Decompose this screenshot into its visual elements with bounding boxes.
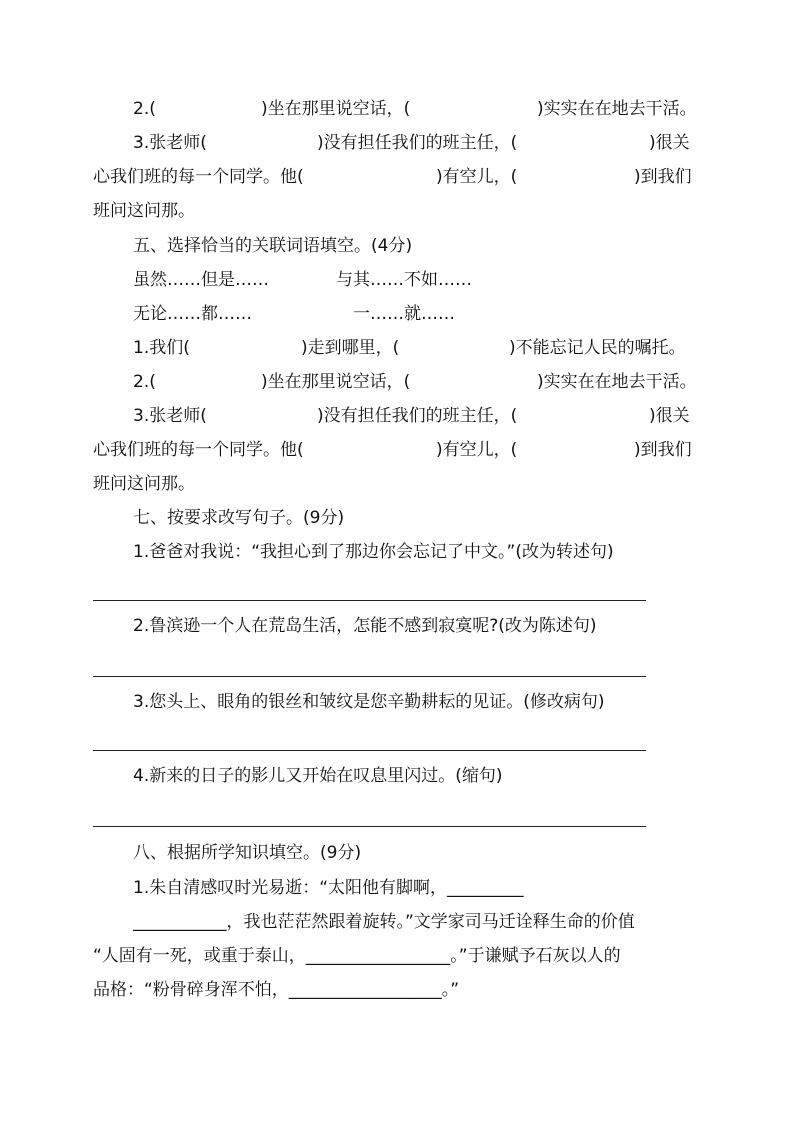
option-row-2 — [133, 301, 743, 327]
rewrite-question-4: 4.新来的日子的影儿又开始在叹息里闪过。(缩句) — [133, 766, 503, 786]
section-8-heading: 八、根据所学知识填空。(9分) — [133, 843, 362, 863]
blank-middle: )没有担任我们的班主任，( — [317, 406, 518, 426]
blank-suffix: )实实在在地去干活。 — [537, 99, 697, 119]
fill-line-3: “人固有一死，或重于泰山，_________________。”于谦赋予石灰以人的 — [93, 946, 621, 966]
fill-line-4: 品格：“粉骨碎身浑不怕，__________________。” — [93, 980, 460, 1000]
sentence-3-cont — [93, 437, 703, 463]
blank-prefix: 1.我们( — [133, 338, 190, 358]
option-3: 无论……都…… — [133, 304, 252, 324]
blank-prefix: 3.张老师( — [133, 133, 207, 153]
blank-middle: )走到哪里，( — [301, 338, 400, 358]
sentence-3-top — [133, 130, 743, 156]
rewrite-question-1: 1.爸爸对我说：“我担心到了那边你会忘记了中文。”(改为转述句) — [133, 542, 614, 562]
sentence-1 — [133, 335, 743, 361]
option-row-1 — [133, 267, 743, 293]
sentence-2-top — [133, 96, 743, 122]
section-5-heading: 五、选择恰当的关联词语填空。(4分) — [133, 236, 413, 256]
answer-line-1[interactable] — [93, 600, 646, 601]
rewrite-question-3: 3.您头上、眼角的银丝和皱纹是您辛勤耕耘的见证。(修改病句) — [133, 692, 605, 712]
sentence-3 — [133, 403, 743, 429]
fill-line-1: 1.朱自清感叹时光易逝：“太阳他有脚啊，_________ — [133, 878, 524, 898]
answer-line-4[interactable] — [93, 826, 646, 827]
blank-suffix: )很关 — [649, 406, 690, 426]
sentence-2 — [133, 369, 743, 395]
blank-suffix: )很关 — [649, 133, 690, 153]
option-4: 一……就…… — [353, 304, 455, 324]
blank-suffix: )到我们 — [634, 167, 692, 187]
sentence-3-top-cont — [93, 164, 703, 190]
fill-line-2: ___________，我也茫茫然跟着旋转。”文学家司马迁诠释生命的价值 — [133, 912, 635, 932]
section-7-heading: 七、按要求改写句子。(9分) — [133, 508, 345, 528]
option-1: 虽然……但是…… — [133, 270, 269, 290]
rewrite-question-2: 2.鲁滨逊一个人在荒岛生活，怎能不感到寂寞呢?(改为陈述句) — [133, 616, 597, 636]
blank-middle: )没有担任我们的班主任，( — [317, 133, 518, 153]
sentence-3-end: 班问这问那。 — [93, 474, 195, 494]
blank-middle: )坐在那里说空话，( — [261, 372, 411, 392]
blank-suffix: )不能忘记人民的嘱托。 — [509, 338, 686, 358]
blank-suffix: )到我们 — [634, 440, 692, 460]
sentence-3-top-end: 班问这问那。 — [93, 201, 195, 221]
blank-middle: )有空儿，( — [436, 167, 518, 187]
option-2: 与其……不如…… — [336, 270, 472, 290]
answer-line-3[interactable] — [93, 750, 646, 751]
blank-suffix: )实实在在地去干活。 — [537, 372, 697, 392]
answer-line-2[interactable] — [93, 676, 646, 677]
blank-prefix: 心我们班的每一个同学。他( — [93, 167, 304, 187]
blank-prefix: 2.( — [133, 372, 156, 392]
blank-prefix: 3.张老师( — [133, 406, 207, 426]
blank-middle: )有空儿，( — [436, 440, 518, 460]
blank-prefix: 2.( — [133, 99, 156, 119]
blank-middle: )坐在那里说空话，( — [261, 99, 411, 119]
blank-prefix: 心我们班的每一个同学。他( — [93, 440, 304, 460]
